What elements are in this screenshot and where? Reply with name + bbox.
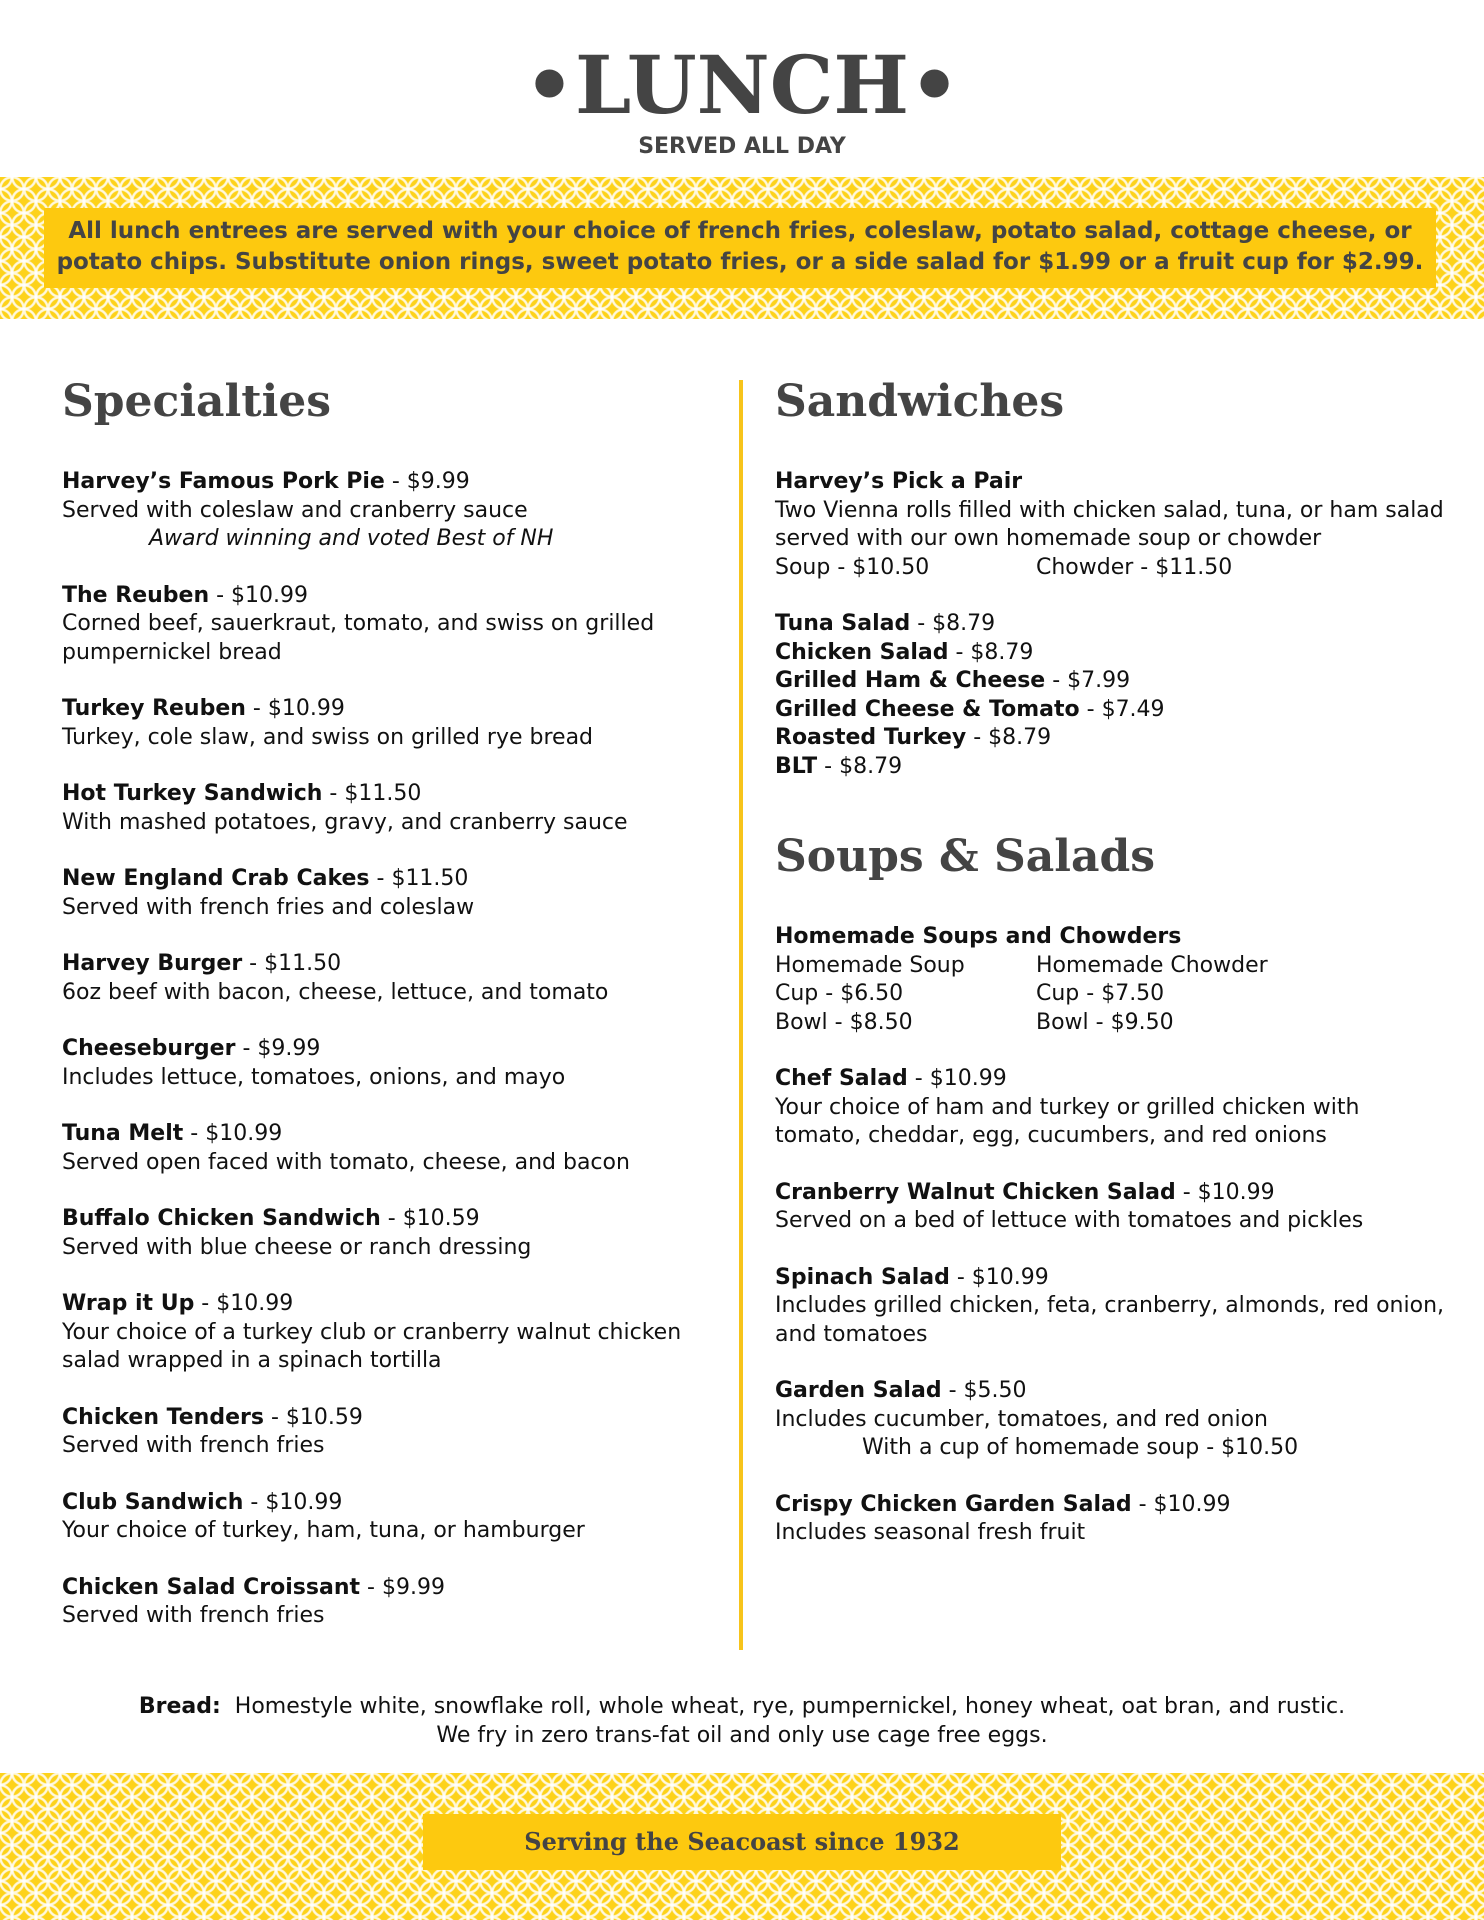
item-description: Two Vienna rolls filled with chicken salad, tuna, or ham salad served with our own homemade soup or chowder: [775, 497, 1444, 551]
item-name: Garden Salad: [775, 1378, 942, 1403]
item-price: - $9.99: [360, 1574, 445, 1600]
menu-item: [775, 753, 1445, 782]
menu-item-pick-a-pair: [775, 468, 1445, 582]
menu-item: [775, 667, 1445, 696]
item-price: - $10.59: [263, 1404, 363, 1430]
item-price: - $8.79: [966, 725, 1052, 750]
menu-item: [775, 1491, 1445, 1548]
item-description: Served with blue cheese or ranch dressing: [62, 1234, 532, 1260]
menu-item-soups: [775, 923, 1445, 1037]
menu-item: [62, 1035, 712, 1092]
menu-item: [62, 1404, 712, 1461]
item-price: - $9.99: [384, 469, 470, 494]
item-name: Cranberry Walnut Chicken Salad: [775, 1179, 1176, 1205]
item-price: - $8.79: [948, 639, 1034, 665]
item-description: Served open faced with tomato, cheese, and bacon: [62, 1149, 630, 1175]
item-name: Harvey’s Pick a Pair: [775, 469, 1023, 494]
menu-item: [775, 1179, 1445, 1236]
menu-item: [775, 1264, 1445, 1350]
item-name: Harvey’s Famous Pork Pie: [62, 469, 385, 494]
item-name: Chef Salad: [775, 1066, 908, 1091]
footer-notes: [0, 1692, 1484, 1750]
soup-cup-price: Cup - $6.50: [775, 981, 904, 1006]
item-name: Crispy Chicken Garden Salad: [775, 1491, 1132, 1517]
item-price: - $10.99: [1175, 1179, 1275, 1205]
item-description: With mashed potatoes, gravy, and cranberry sauce: [62, 809, 628, 835]
soup-column-head: Homemade Soup: [775, 952, 965, 978]
menu-item: [62, 468, 712, 554]
item-price: - $10.99: [1131, 1491, 1231, 1517]
item-name: Chicken Salad Croissant: [62, 1574, 361, 1600]
item-name: Spinach Salad: [775, 1264, 950, 1290]
item-name: Club Sandwich: [62, 1489, 244, 1515]
item-name: New England Crab Cakes: [62, 866, 370, 891]
item-name: Homemade Soups and Chowders: [775, 924, 1182, 949]
sides-notice: All lunch entrees are served with your choice of french fries, coleslaw, potato salad, cottage cheese, or potato chips. Substitute onion rings, sweet potato fries, or a side salad for $1.99 or a fruit cup for $2.99.: [44, 208, 1436, 288]
sandwich-list: [775, 610, 1445, 781]
specialties-title: Specialties: [62, 376, 332, 427]
item-description: Corned beef, sauerkraut, tomato, and swiss on grilled pumpernickel bread: [62, 611, 655, 665]
item-description: Served with french fries and coleslaw: [62, 894, 475, 920]
item-name: Buffalo Chicken Sandwich: [62, 1206, 381, 1231]
item-price: - $10.99: [949, 1264, 1049, 1290]
soup-price-grid: [775, 952, 1445, 1038]
chowder-column-head: Homemade Chowder: [1036, 952, 1268, 978]
menu-item: [775, 1065, 1445, 1151]
chowder-bowl-price: Bowl - $9.50: [1036, 1009, 1174, 1035]
item-price: - $10.99: [194, 1291, 294, 1316]
item-price: - $9.99: [235, 1036, 321, 1061]
bread-label: Bread:: [138, 1694, 221, 1719]
item-price: - $7.99: [1045, 668, 1131, 693]
item-name: BLT: [775, 753, 818, 779]
item-description: Includes grilled chicken, feta, cranberry, almonds, red onion, and tomatoes: [775, 1293, 1445, 1347]
soups-salads-title: Soups & Salads: [775, 831, 1156, 882]
item-description: Served with french fries: [62, 1603, 325, 1628]
menu-item: [775, 696, 1445, 725]
item-description: Your choice of ham and turkey or grilled chicken with tomato, cheddar, egg, cucumbers, and red onions: [775, 1094, 1360, 1148]
item-price: - $10.99: [243, 1489, 343, 1515]
item-note: With a cup of homemade soup - $10.50: [862, 1435, 1299, 1460]
chowder-price: Chowder - $11.50: [1036, 554, 1233, 580]
column-divider: [739, 380, 743, 1650]
tagline: Serving the Seacoast since 1932: [423, 1814, 1061, 1870]
sandwiches-soups-column: [775, 370, 1445, 1576]
item-description: Includes seasonal fresh fruit: [775, 1520, 1086, 1545]
item-price: - $8.79: [910, 611, 996, 636]
menu-item: [62, 1574, 712, 1631]
sandwiches-title: Sandwiches: [775, 376, 1065, 427]
item-name: Cheeseburger: [62, 1036, 236, 1061]
item-name: The Reuben: [62, 582, 210, 608]
item-price: - $11.50: [369, 866, 469, 891]
menu-item: [775, 1377, 1445, 1463]
menu-item: [62, 1120, 712, 1177]
item-price: - $8.79: [817, 753, 903, 779]
item-name: Grilled Cheese & Tomato: [775, 696, 1080, 722]
menu-item: [775, 610, 1445, 639]
item-price: - $10.99: [907, 1066, 1007, 1091]
item-description: Your choice of turkey, ham, tuna, or hamburger: [62, 1518, 585, 1543]
chowder-cup-price: Cup - $7.50: [1036, 981, 1165, 1006]
item-price: - $10.99: [183, 1121, 283, 1146]
item-description: Served with french fries: [62, 1433, 325, 1458]
page-title: •LUNCH•: [523, 38, 961, 132]
item-description: Served on a bed of lettuce with tomatoes and pickles: [775, 1208, 1364, 1233]
menu-item: [62, 865, 712, 922]
item-price: - $11.50: [242, 951, 342, 976]
menu-item: [62, 1205, 712, 1262]
soup-price: Soup - $10.50: [775, 554, 930, 580]
menu-item: [62, 1290, 712, 1376]
item-name: Wrap it Up: [62, 1291, 195, 1316]
pick-pair-prices: [775, 554, 1445, 583]
item-description: Includes cucumber, tomatoes, and red onion: [775, 1406, 1269, 1432]
item-name: Grilled Ham & Cheese: [775, 668, 1046, 693]
specialties-column: [62, 370, 712, 1659]
item-name: Harvey Burger: [62, 951, 243, 976]
item-description: Includes lettuce, tomatoes, onions, and mayo: [62, 1064, 566, 1090]
soup-bowl-price: Bowl - $8.50: [775, 1009, 913, 1035]
bread-list: Homestyle white, snowflake roll, whole wheat, rye, pumpernickel, honey wheat, oat bran, and rustic.: [220, 1694, 1346, 1719]
menu-item: [775, 724, 1445, 753]
item-description: Served with coleslaw and cranberry sauce: [62, 497, 528, 523]
item-price: - $10.59: [380, 1206, 480, 1231]
menu-item: [62, 695, 712, 752]
item-note: Award winning and voted Best of NH: [149, 526, 554, 551]
oil-note: We fry in zero trans-fat oil and only use cage free eggs.: [436, 1723, 1048, 1748]
item-price: - $11.50: [322, 781, 422, 806]
menu-item: [62, 1489, 712, 1546]
menu-item: [62, 780, 712, 837]
menu-item: [62, 582, 712, 668]
item-name: Tuna Salad: [775, 611, 911, 636]
menu-item: [62, 950, 712, 1007]
item-price: - $10.99: [209, 582, 309, 608]
item-description: Turkey, cole slaw, and swiss on grilled rye bread: [62, 724, 594, 750]
menu-item: [775, 639, 1445, 668]
item-name: Chicken Tenders: [62, 1404, 264, 1430]
item-price: - $7.49: [1079, 696, 1165, 722]
page-subtitle: SERVED ALL DAY: [638, 134, 846, 159]
item-name: Hot Turkey Sandwich: [62, 781, 323, 806]
item-name: Turkey Reuben: [62, 696, 246, 721]
item-name: Roasted Turkey: [775, 725, 967, 750]
item-description: Your choice of a turkey club or cranberry walnut chicken salad wrapped in a spinach tortilla: [62, 1319, 682, 1373]
item-name: Chicken Salad: [775, 639, 949, 665]
item-price: - $5.50: [941, 1378, 1027, 1403]
item-price: - $10.99: [245, 696, 345, 721]
item-name: Tuna Melt: [62, 1121, 184, 1146]
item-description: 6oz beef with bacon, cheese, lettuce, and tomato: [62, 979, 609, 1005]
